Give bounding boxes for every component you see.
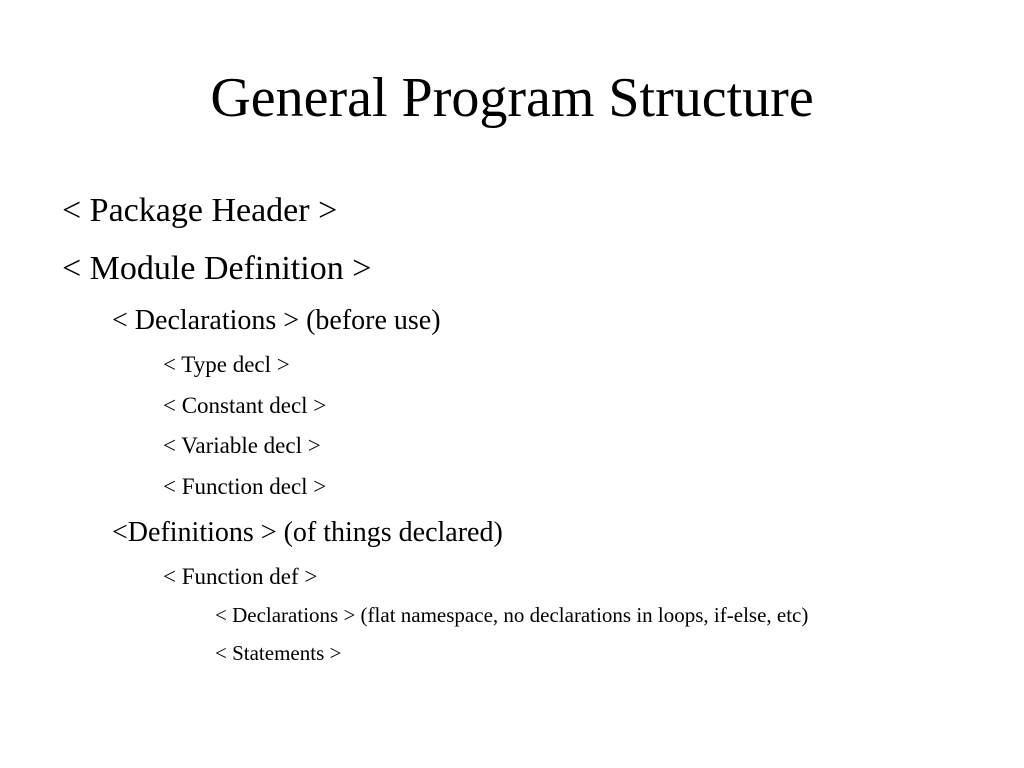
outline-item-statements: < Statements >: [215, 641, 342, 665]
outline-item-inner-declarations: < Declarations > (flat namespace, no declarations in loops, if-else, etc): [215, 603, 809, 627]
outline-item-function-def: < Function def >: [163, 564, 318, 589]
outline-item-variable-decl: < Variable decl >: [163, 433, 321, 458]
outline-item-function-decl: < Function decl >: [163, 474, 327, 499]
outline-item-package-header: < Package Header >: [62, 192, 338, 229]
outline-item-definitions: <Definitions > (of things declared): [112, 517, 503, 548]
slide-title: General Program Structure: [210, 67, 814, 129]
outline-item-declarations: < Declarations > (before use): [112, 305, 441, 336]
outline-item-constant-decl: < Constant decl >: [163, 393, 327, 418]
outline-item-type-decl: < Type decl >: [163, 352, 290, 377]
outline-item-module-definition: < Module Definition >: [62, 250, 372, 287]
